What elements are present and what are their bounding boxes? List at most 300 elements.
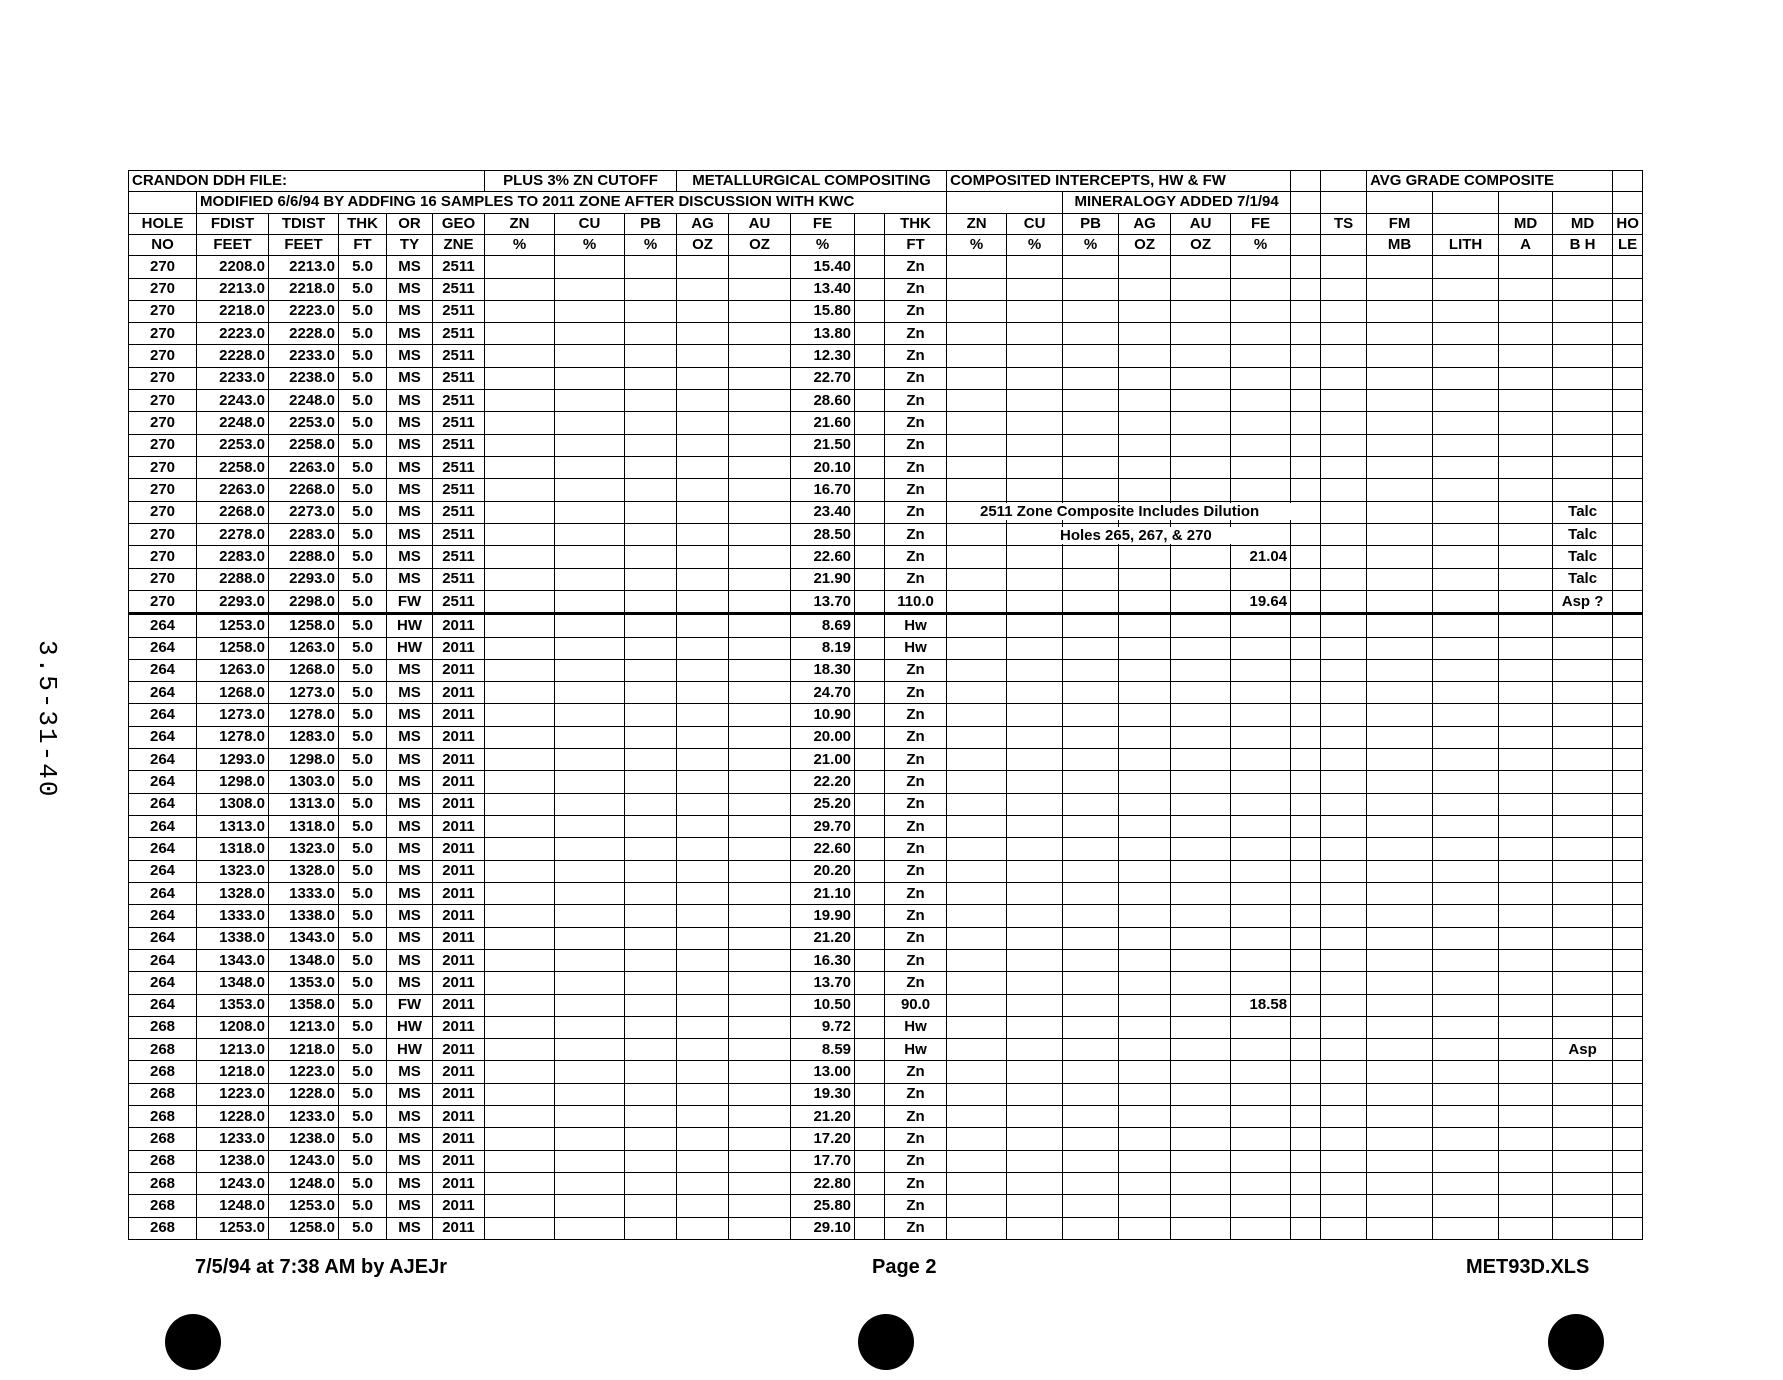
- cell-mdbh: [1553, 905, 1613, 927]
- empty-cell: [855, 1128, 885, 1150]
- cell-fe: 24.70: [791, 682, 855, 704]
- empty-cell: [1321, 1106, 1367, 1128]
- empty-cell: [555, 972, 625, 994]
- empty-cell: [1007, 546, 1063, 568]
- cell-or: MS: [387, 1106, 433, 1128]
- empty-cell: [1171, 278, 1231, 300]
- empty-cell: [677, 1061, 729, 1083]
- cell-fdist: 1343.0: [197, 949, 269, 971]
- cell-fe: 21.60: [791, 412, 855, 434]
- empty-cell: [1499, 1128, 1553, 1150]
- cell-code: Zn: [885, 434, 947, 456]
- empty-cell: [1613, 659, 1643, 681]
- column-header: LITH: [1433, 234, 1499, 255]
- mineralogy-note: MINERALOGY ADDED 7/1/94: [1063, 192, 1291, 213]
- empty-cell: [729, 345, 791, 367]
- empty-cell: [555, 860, 625, 882]
- empty-cell: [1499, 345, 1553, 367]
- cell-cfe: [1231, 1128, 1291, 1150]
- empty-cell: [855, 390, 885, 412]
- empty-cell: [1499, 390, 1553, 412]
- cell-thk: 5.0: [339, 1195, 387, 1217]
- empty-cell: [1499, 614, 1553, 637]
- empty-cell: [485, 568, 555, 590]
- cell-fdist: 1333.0: [197, 905, 269, 927]
- header-row-2: [129, 234, 1643, 255]
- empty-cell: [1119, 816, 1171, 838]
- empty-cell: [555, 726, 625, 748]
- cell-code: Zn: [885, 771, 947, 793]
- empty-cell: [1119, 1128, 1171, 1150]
- empty-cell: [1063, 256, 1119, 278]
- cell-code: Zn: [885, 1061, 947, 1083]
- cell-thk: 5.0: [339, 905, 387, 927]
- table-row: [129, 590, 1643, 613]
- cell-tdist: 1323.0: [269, 838, 339, 860]
- cell-or: MS: [387, 1061, 433, 1083]
- empty-cell: [625, 771, 677, 793]
- cell-thk: 5.0: [339, 1128, 387, 1150]
- empty-cell: [1321, 345, 1367, 367]
- empty-cell: [855, 278, 885, 300]
- empty-cell: [555, 838, 625, 860]
- empty-cell: [1063, 949, 1119, 971]
- empty-cell: [729, 434, 791, 456]
- empty-cell: [1613, 994, 1643, 1016]
- empty-cell: [1007, 278, 1063, 300]
- empty-cell: [1063, 1039, 1119, 1061]
- empty-cell: [485, 1106, 555, 1128]
- empty-cell: [1321, 590, 1367, 613]
- cell-thk: 5.0: [339, 1217, 387, 1239]
- empty-cell: [1499, 816, 1553, 838]
- cell-tdist: 2293.0: [269, 568, 339, 590]
- empty-cell: [1499, 927, 1553, 949]
- empty-cell: [1171, 659, 1231, 681]
- cell-cfe: [1231, 1083, 1291, 1105]
- empty-cell: [1499, 501, 1553, 523]
- empty-cell: [947, 1128, 1007, 1150]
- table-row: [129, 949, 1643, 971]
- empty-cell: [1499, 523, 1553, 545]
- empty-cell: [677, 860, 729, 882]
- empty-cell: [1171, 345, 1231, 367]
- empty-cell: [1119, 1217, 1171, 1239]
- cell-or: MS: [387, 704, 433, 726]
- empty-cell: [1119, 771, 1171, 793]
- column-header: FE: [791, 213, 855, 234]
- empty-cell: [485, 479, 555, 501]
- cell-or: MS: [387, 726, 433, 748]
- empty-cell: [1063, 816, 1119, 838]
- cell-mdbh: Talc: [1553, 523, 1613, 545]
- empty-cell: [1499, 949, 1553, 971]
- empty-cell: [947, 367, 1007, 389]
- cell-geo: 2511: [433, 501, 485, 523]
- empty-cell: [1367, 1217, 1433, 1239]
- cell-or: MS: [387, 972, 433, 994]
- empty-cell: [555, 345, 625, 367]
- table-row: [129, 860, 1643, 882]
- column-header: PB: [1063, 213, 1119, 234]
- empty-cell: [947, 1083, 1007, 1105]
- column-header: B H: [1553, 234, 1613, 255]
- empty-cell: [729, 523, 791, 545]
- cell-or: MS: [387, 412, 433, 434]
- cell-or: MS: [387, 1150, 433, 1172]
- empty-cell: [1171, 1217, 1231, 1239]
- empty-cell: [1367, 927, 1433, 949]
- cell-fe: 19.90: [791, 905, 855, 927]
- cell-mdbh: [1553, 637, 1613, 659]
- empty-cell: [855, 994, 885, 1016]
- empty-cell: [729, 1173, 791, 1195]
- cell-fe: 20.00: [791, 726, 855, 748]
- empty-cell: [625, 479, 677, 501]
- empty-cell: [1171, 256, 1231, 278]
- cell-cfe: [1231, 434, 1291, 456]
- empty-cell: [1171, 637, 1231, 659]
- empty-cell: [625, 637, 677, 659]
- empty-cell: [1007, 637, 1063, 659]
- cell-hole: 268: [129, 1061, 197, 1083]
- empty-cell: [1433, 838, 1499, 860]
- empty-cell: [1291, 659, 1321, 681]
- cell-thk: 5.0: [339, 838, 387, 860]
- column-header: %: [947, 234, 1007, 255]
- empty-cell: [1171, 1173, 1231, 1195]
- table-row: [129, 704, 1643, 726]
- empty-cell: [555, 882, 625, 904]
- empty-cell: [1119, 726, 1171, 748]
- empty-cell: [1433, 749, 1499, 771]
- empty-cell: [1171, 816, 1231, 838]
- empty-cell: [1063, 390, 1119, 412]
- cell-geo: 2511: [433, 546, 485, 568]
- empty-cell: [677, 793, 729, 815]
- cell-fdist: 2248.0: [197, 412, 269, 434]
- empty-cell: [1291, 300, 1321, 322]
- empty-cell: [1367, 726, 1433, 748]
- cell-geo: 2011: [433, 1195, 485, 1217]
- empty-cell: [1321, 390, 1367, 412]
- empty-cell: [485, 771, 555, 793]
- cell-mdbh: [1553, 860, 1613, 882]
- empty-cell: [1433, 726, 1499, 748]
- cell-tdist: 1328.0: [269, 860, 339, 882]
- empty-cell: [1171, 390, 1231, 412]
- empty-cell: [1007, 1061, 1063, 1083]
- empty-cell: [947, 390, 1007, 412]
- empty-cell: [625, 390, 677, 412]
- empty-cell: [947, 434, 1007, 456]
- cell-or: MS: [387, 434, 433, 456]
- cell-fe: 22.20: [791, 771, 855, 793]
- empty-cell: [729, 1217, 791, 1239]
- cell-geo: 2011: [433, 882, 485, 904]
- empty-cell: [1063, 345, 1119, 367]
- empty-cell: [1119, 614, 1171, 637]
- empty-cell: [1007, 882, 1063, 904]
- empty-cell: [855, 345, 885, 367]
- cell-fe: 9.72: [791, 1016, 855, 1038]
- empty-cell: [485, 300, 555, 322]
- cell-fe: 17.20: [791, 1128, 855, 1150]
- empty-cell: [677, 882, 729, 904]
- empty-cell: [1171, 927, 1231, 949]
- empty-cell: [485, 345, 555, 367]
- empty-cell: [677, 682, 729, 704]
- empty-cell: [677, 972, 729, 994]
- column-header: THK: [885, 213, 947, 234]
- cell-or: MS: [387, 949, 433, 971]
- cell-fdist: 1323.0: [197, 860, 269, 882]
- cell-mdbh: [1553, 300, 1613, 322]
- empty-cell: [1321, 949, 1367, 971]
- empty-cell: [677, 994, 729, 1016]
- table-row: [129, 659, 1643, 681]
- cell-cfe: [1231, 905, 1291, 927]
- cell-cfe: [1231, 1150, 1291, 1172]
- empty-cell: [1007, 614, 1063, 637]
- empty-cell: [1499, 1061, 1553, 1083]
- empty-cell: [1119, 659, 1171, 681]
- cell-fdist: 2233.0: [197, 367, 269, 389]
- empty-cell: [1291, 390, 1321, 412]
- table-row: [129, 1083, 1643, 1105]
- empty-cell: [625, 501, 677, 523]
- empty-cell: [1367, 256, 1433, 278]
- cell-geo: 2011: [433, 1150, 485, 1172]
- empty-cell: [485, 972, 555, 994]
- cell-tdist: 2283.0: [269, 523, 339, 545]
- cell-hole: 264: [129, 927, 197, 949]
- cell-tdist: 2213.0: [269, 256, 339, 278]
- cell-or: MS: [387, 457, 433, 479]
- empty-cell: [1171, 704, 1231, 726]
- cell-thk: 5.0: [339, 1083, 387, 1105]
- cell-fdist: 1233.0: [197, 1128, 269, 1150]
- empty-cell: [1433, 1173, 1499, 1195]
- empty-cell: [555, 682, 625, 704]
- column-header: HO: [1613, 213, 1643, 234]
- empty-cell: [1171, 994, 1231, 1016]
- column-header: OZ: [1119, 234, 1171, 255]
- cell-cfe: 18.58: [1231, 994, 1291, 1016]
- empty-cell: [1613, 1039, 1643, 1061]
- empty-cell: [1367, 659, 1433, 681]
- cell-tdist: 1253.0: [269, 1195, 339, 1217]
- cell-tdist: 1343.0: [269, 927, 339, 949]
- cell-hole: 264: [129, 793, 197, 815]
- empty-cell: [555, 568, 625, 590]
- cell-or: MS: [387, 860, 433, 882]
- cell-fdist: 1238.0: [197, 1150, 269, 1172]
- empty-cell: [555, 390, 625, 412]
- table-row: [129, 1106, 1643, 1128]
- empty-cell: [1119, 860, 1171, 882]
- cell-thk: 5.0: [339, 479, 387, 501]
- empty-cell: [625, 1217, 677, 1239]
- cell-mdbh: [1553, 412, 1613, 434]
- empty-cell: [1063, 1106, 1119, 1128]
- file-label: CRANDON DDH FILE:: [129, 171, 485, 192]
- empty-cell: [1433, 614, 1499, 637]
- empty-cell: [1119, 568, 1171, 590]
- cell-fe: 8.19: [791, 637, 855, 659]
- cell-cfe: [1231, 479, 1291, 501]
- column-header: MD: [1553, 213, 1613, 234]
- title-row: [129, 171, 1643, 192]
- empty-cell: [1321, 972, 1367, 994]
- empty-cell: [729, 927, 791, 949]
- footer-page: Page 2: [872, 1256, 937, 1278]
- cell-fe: 17.70: [791, 1150, 855, 1172]
- empty-cell: [1007, 434, 1063, 456]
- column-header: HOLE: [129, 213, 197, 234]
- table-row: [129, 412, 1643, 434]
- cell-mdbh: [1553, 838, 1613, 860]
- header-row-1: [129, 213, 1643, 234]
- cell-thk: 5.0: [339, 860, 387, 882]
- column-header: FM: [1367, 213, 1433, 234]
- cell-or: HW: [387, 1039, 433, 1061]
- empty-cell: [1499, 793, 1553, 815]
- cell-mdbh: [1553, 1083, 1613, 1105]
- cell-code: Zn: [885, 523, 947, 545]
- empty-cell: [1291, 793, 1321, 815]
- empty-cell: [855, 860, 885, 882]
- empty-cell: [1171, 972, 1231, 994]
- empty-cell: [1291, 1106, 1321, 1128]
- empty-cell: [947, 323, 1007, 345]
- empty-cell: [1321, 682, 1367, 704]
- cell-mdbh: [1553, 949, 1613, 971]
- empty-cell: [1007, 367, 1063, 389]
- table-row: [129, 278, 1643, 300]
- empty-cell: [729, 501, 791, 523]
- empty-cell: [1119, 949, 1171, 971]
- empty-cell: [1063, 457, 1119, 479]
- empty-cell: [1367, 1128, 1433, 1150]
- empty-cell: [1119, 838, 1171, 860]
- cell-fe: 22.60: [791, 546, 855, 568]
- empty-cell: [1291, 1061, 1321, 1083]
- cell-thk: 5.0: [339, 367, 387, 389]
- table-row: [129, 367, 1643, 389]
- empty-cell: [1433, 568, 1499, 590]
- empty-cell: [1499, 882, 1553, 904]
- empty-cell: [555, 501, 625, 523]
- footer-filename: MET93D.XLS: [1466, 1256, 1590, 1278]
- cell-tdist: 1248.0: [269, 1173, 339, 1195]
- empty-cell: [855, 793, 885, 815]
- empty-cell: [1433, 1128, 1499, 1150]
- cell-hole: 268: [129, 1195, 197, 1217]
- cell-or: MS: [387, 771, 433, 793]
- cell-fdist: 1208.0: [197, 1016, 269, 1038]
- column-header: ZN: [947, 213, 1007, 234]
- empty-cell: [1613, 412, 1643, 434]
- cell-fdist: 1228.0: [197, 1106, 269, 1128]
- cell-or: MS: [387, 1195, 433, 1217]
- cell-cfe: [1231, 300, 1291, 322]
- empty-cell: [729, 568, 791, 590]
- empty-cell: [729, 793, 791, 815]
- empty-cell: [1613, 1106, 1643, 1128]
- cell-hole: 270: [129, 323, 197, 345]
- empty-cell: [947, 749, 1007, 771]
- empty-cell: [485, 882, 555, 904]
- empty-cell: [729, 860, 791, 882]
- composite-note: 2511 Zone Composite Includes Dilution: [980, 503, 1300, 520]
- empty-cell: [677, 905, 729, 927]
- empty-cell: [625, 1106, 677, 1128]
- cell-hole: 270: [129, 390, 197, 412]
- empty-cell: [677, 704, 729, 726]
- empty-cell: [1321, 546, 1367, 568]
- empty-cell: [677, 659, 729, 681]
- cell-fdist: 1258.0: [197, 637, 269, 659]
- empty-cell: [1291, 1083, 1321, 1105]
- empty-cell: [729, 882, 791, 904]
- empty-cell: [625, 278, 677, 300]
- empty-cell: [1367, 793, 1433, 815]
- cell-or: MS: [387, 479, 433, 501]
- cell-code: Zn: [885, 1106, 947, 1128]
- empty-cell: [855, 1016, 885, 1038]
- empty-cell: [1613, 793, 1643, 815]
- cell-geo: 2511: [433, 479, 485, 501]
- empty-cell: [1499, 412, 1553, 434]
- cell-fe: 28.60: [791, 390, 855, 412]
- empty-cell: [1433, 256, 1499, 278]
- empty-cell: [1499, 860, 1553, 882]
- empty-cell: [677, 771, 729, 793]
- cell-thk: 5.0: [339, 994, 387, 1016]
- cell-fe: 16.30: [791, 949, 855, 971]
- empty-cell: [1291, 637, 1321, 659]
- cell-code: Zn: [885, 546, 947, 568]
- empty-cell: [555, 749, 625, 771]
- cell-hole: 264: [129, 659, 197, 681]
- empty-cell: [1433, 816, 1499, 838]
- cell-fdist: 1213.0: [197, 1039, 269, 1061]
- cell-hole: 270: [129, 523, 197, 545]
- cell-geo: 2511: [433, 300, 485, 322]
- empty-cell: [1321, 323, 1367, 345]
- cell-thk: 5.0: [339, 704, 387, 726]
- cell-or: MS: [387, 793, 433, 815]
- cell-thk: 5.0: [339, 434, 387, 456]
- empty-cell: [1321, 501, 1367, 523]
- empty-cell: [729, 256, 791, 278]
- empty-cell: [1321, 614, 1367, 637]
- table-row: [129, 905, 1643, 927]
- cell-or: MS: [387, 546, 433, 568]
- cell-or: MS: [387, 568, 433, 590]
- cell-geo: 2011: [433, 1128, 485, 1150]
- cell-code: Zn: [885, 300, 947, 322]
- cell-code: Zn: [885, 838, 947, 860]
- empty-cell: [1321, 659, 1367, 681]
- empty-cell: [1499, 1173, 1553, 1195]
- empty-cell: [729, 637, 791, 659]
- empty-cell: [1007, 590, 1063, 613]
- cell-hole: 264: [129, 838, 197, 860]
- cell-hole: 264: [129, 816, 197, 838]
- empty-cell: [729, 300, 791, 322]
